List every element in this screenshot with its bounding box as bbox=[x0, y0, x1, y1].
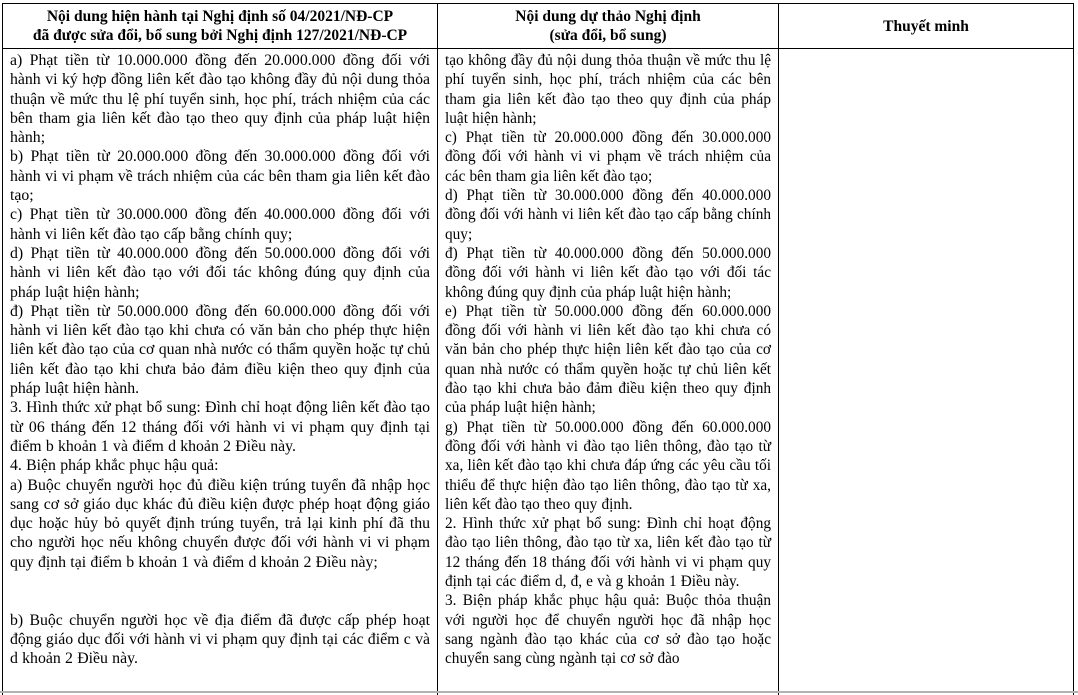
paragraph: c) Phạt tiền từ 20.000.000 đồng đến 30.000.000 đồng đối với hành vi vi phạm về trách nhiệm của các bên tham gia liên kết đào tạo; bbox=[445, 129, 771, 185]
header-draft-line2: (sửa đổi, bổ sung) bbox=[549, 27, 667, 44]
header-draft-decree bbox=[438, 4, 779, 49]
header-draft-line1: Nội dung dự thảo Nghị định bbox=[515, 8, 701, 25]
page-cut-line bbox=[0, 691, 1078, 693]
draft-decree-text bbox=[438, 49, 778, 688]
paragraph: b) Phạt tiền từ 20.000.000 đồng đến 30.000.000 đồng đối với hành vi vi phạm về trách nhiệm của các bên tham gia liên kết đào tạo; bbox=[10, 148, 430, 205]
blank-line bbox=[10, 591, 430, 610]
paragraph: b) Buộc chuyển người học về địa điểm đã được cấp phép hoạt động giáo dục đối với hành vi vi phạm quy định tại các điểm c và d khoản 2 Điều này. bbox=[10, 611, 430, 668]
paragraph: tạo không đầy đủ nội dung thỏa thuận về mức thu lệ phí tuyển sinh, học phí, trách nhiệm của các bên tham gia liên kết đào tạo theo quy định của pháp luật hiện hành; bbox=[445, 52, 771, 127]
paragraph: a) Phạt tiền từ 10.000.000 đồng đến 20.000.000 đồng đối với hành vi ký hợp đồng liên kết đào tạo không đầy đủ nội dung thỏa thuận về mức thu lệ phí tuyển sinh, học phí, trách nhiệm của các bên tham gia liên kết đào tạo theo quy định của pháp luật hiện hành; bbox=[10, 52, 430, 147]
paragraph: 3. Hình thức xử phạt bổ sung: Đình chỉ hoạt động liên kết đào tạo từ 06 tháng đến 12 tháng đối với hành vi vi phạm quy định tại điểm b khoản 1 và điểm d khoản 2 Điều này. bbox=[10, 399, 430, 455]
explanation-text bbox=[779, 49, 1073, 688]
paragraph: 3. Biện pháp khắc phục hậu quả: Buộc thỏa thuận với người học để chuyển người học đã nhập học sang ngành đào tạo khác của cơ sở đào tạo hoặc chuyển sang cùng ngành tại cơ sở đào bbox=[445, 592, 771, 668]
paragraph: c) Phạt tiền từ 30.000.000 đồng đến 40.000.000 đồng đối với hành vi liên kết đào tạo cấp bằng chính quy; bbox=[10, 206, 430, 243]
paragraph: 4. Biện pháp khắc phục hậu quả: bbox=[10, 457, 219, 475]
paragraph: đ) Phạt tiền từ 50.000.000 đồng đến 60.000.000 đồng đối với hành vi liên kết đào tạo khi chưa có văn bản cho phép thực hiện liên kết đào tạo của cơ quan nhà nước có thẩm quyền hoặc tự chủ liên kết đào tạo khi chưa bảo đảm điều kiện theo quy định của pháp luật hiện hành. bbox=[10, 302, 430, 398]
blank-line bbox=[10, 572, 430, 591]
decree-comparison-table bbox=[2, 3, 1074, 695]
table-header-row bbox=[3, 4, 1074, 49]
current-regulation-text bbox=[3, 49, 437, 688]
paragraph: g) Phạt tiền từ 50.000.000 đồng đến 60.000.000 đồng đối với hành vi đào tạo liên thông, đào tạo từ xa, liên kết đào tạo khi chưa đáp ứng các yêu cầu tối thiểu để thực hiện đào tạo liên thông, đào tạo từ xa, liên kết đào tạo theo quy định. bbox=[445, 418, 771, 513]
header-current-line1: Nội dung hiện hành tại Nghị định số 04/2021/NĐ-CP bbox=[46, 8, 394, 25]
table-body-row bbox=[3, 49, 1074, 695]
header-current-regulation bbox=[3, 4, 438, 49]
header-explanation bbox=[779, 4, 1074, 49]
paragraph: a) Buộc chuyển người học đủ điều kiện trúng tuyển đã nhập học sang cơ sở giáo dục khác đủ điều kiện được phép hoạt động giáo dục hoặc hủy bỏ quyết định trúng tuyển, trả lại kinh phí đã thu cho người học nếu không chuyển được đối với hành vi vi phạm quy định tại điểm b khoản 1 và điểm d khoản 2 Điều này; bbox=[10, 476, 430, 571]
header-explanation-line1: Thuyết minh bbox=[883, 17, 969, 35]
paragraph: d) Phạt tiền từ 40.000.000 đồng đến 50.000.000 đồng đối với hành vi liên kết đào tạo với đối tác không đúng quy định của pháp luật hiện hành; bbox=[10, 244, 430, 301]
cell-current-regulation bbox=[3, 49, 438, 695]
header-current-line2: đã được sửa đổi, bổ sung bởi Nghị định 127/2021/NĐ-CP bbox=[32, 27, 408, 44]
paragraph: e) Phạt tiền từ 50.000.000 đồng đến 60.000.000 đồng đối với hành vi liên kết đào tạo khi chưa có văn bản cho phép thực hiện liên kết đào tạo của cơ quan nhà nước có thẩm quyền hoặc tự chủ liên kết đào tạo khi chưa bảo đảm điều kiện theo quy định của pháp luật hiện hành; bbox=[445, 302, 771, 417]
cell-draft-decree bbox=[438, 49, 779, 695]
cell-explanation bbox=[779, 49, 1074, 695]
paragraph: 2. Hình thức xử phạt bổ sung: Đình chỉ hoạt động đào tạo liên thông, đào tạo từ xa, liên kết đào tạo từ 12 tháng đến 18 tháng đối với hành vi vi phạm quy định tại các điểm d, đ, e và g khoản 1 Điều này. bbox=[445, 515, 771, 591]
paragraph: đ) Phạt tiền từ 40.000.000 đồng đến 50.000.000 đồng đối với hành vi liên kết đào tạo với đối tác không đúng quy định của pháp luật hiện hành; bbox=[445, 244, 771, 301]
paragraph: d) Phạt tiền từ 30.000.000 đồng đến 40.000.000 đồng đối với hành vi liên kết đào tạo cấp bằng chính quy; bbox=[445, 187, 771, 243]
